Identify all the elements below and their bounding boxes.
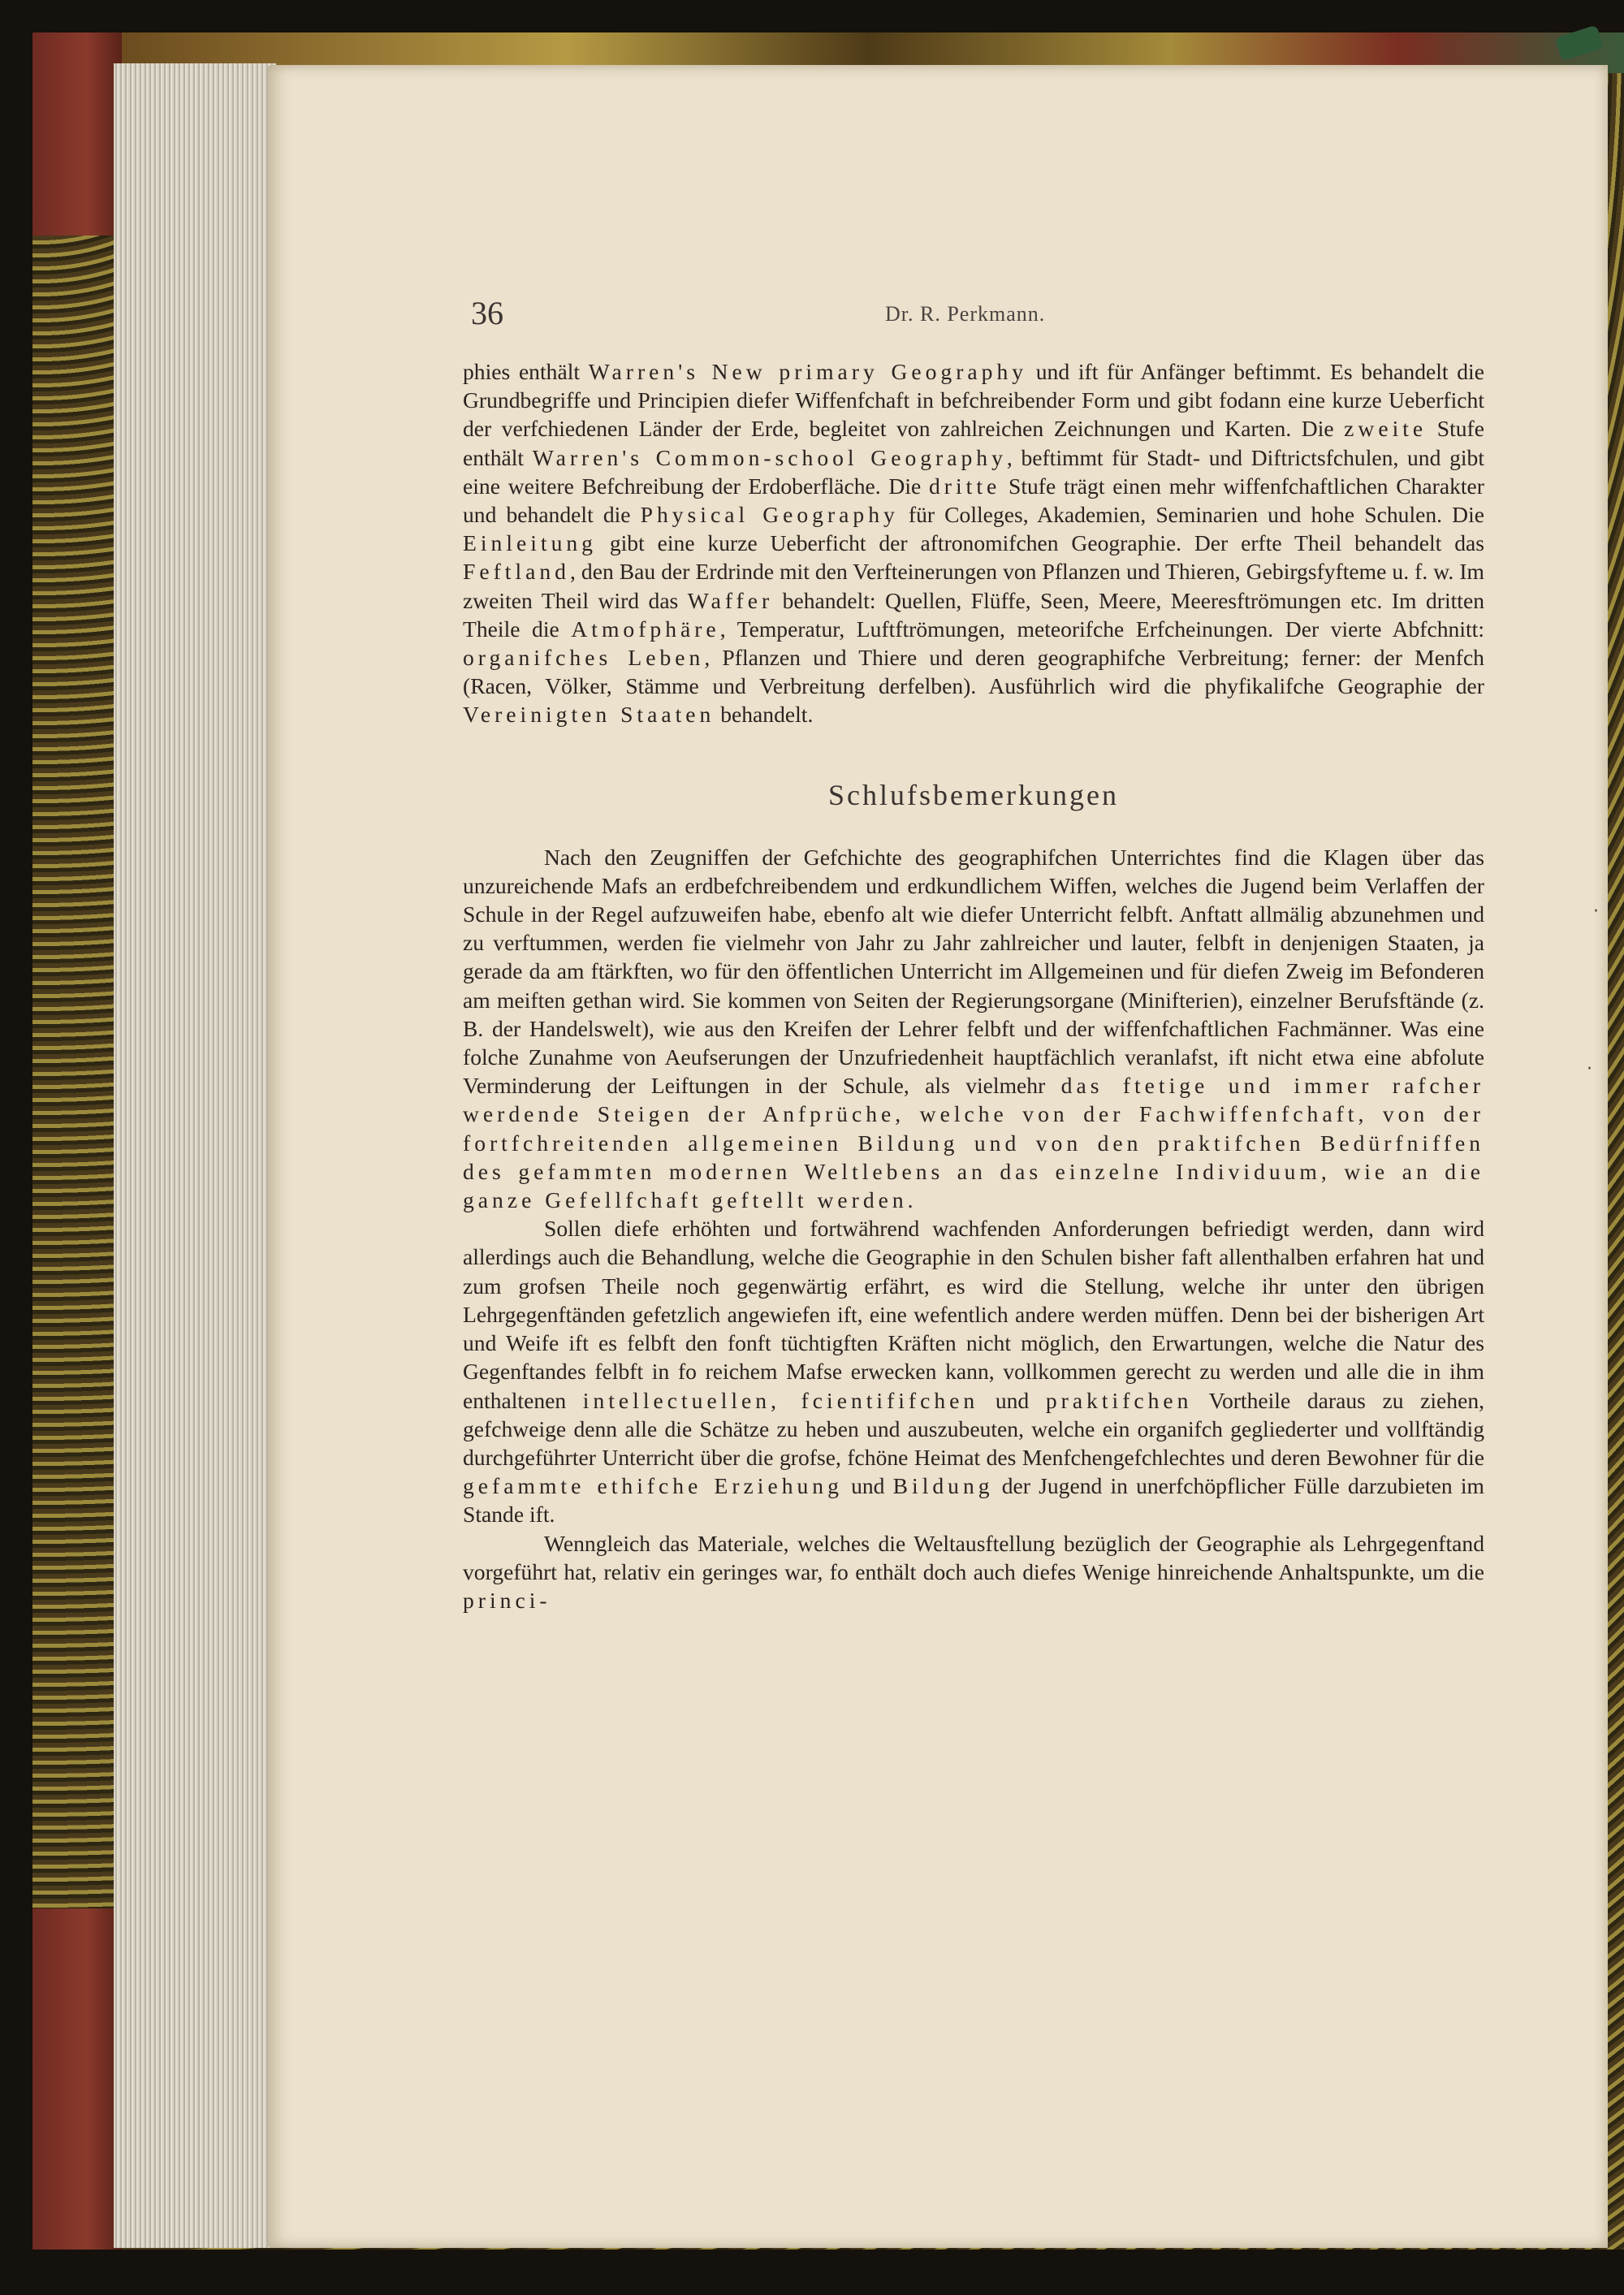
text-run: behandelt: Quellen, Flüffe, Seen, Meere, Meeresftrömungen etc. Im dritten Theile die (463, 587, 1484, 642)
text-run: Stufe trägt einen mehr wiffenfchaftlichen Charakter und behandelt die (463, 473, 1484, 528)
spaced-text: princi- (463, 1587, 551, 1613)
section-title: Schlufsbemerkungen (828, 778, 1119, 811)
text-run: Wenngleich das Materiale, welches die Weltausftellung bezüglich der Geographie als Lehrgegenftand vorgeführt hat, relativ ein geringes war, fo enthält doch auch diefes Wenige hinreichende Anhaltspunkte, um die (463, 1530, 1484, 1584)
page-number: 36 (471, 295, 503, 331)
spaced-text: intellectuellen, fcientififchen (582, 1387, 979, 1413)
page-stack-edge (114, 63, 276, 2248)
text-run: , Pflanzen und Thiere und deren geographifche Verbreitung; ferner: der Menfch (Racen, Völker, Stämme und Verbreitung derfelben). Ausführlich wird die phyfikalifche Geographie der (463, 645, 1484, 699)
text-run: gibt eine kurze Ueberficht der aftronomifchen Geographie. Der erfte Theil behandelt das (596, 530, 1484, 556)
text-run: phies enthält (463, 359, 589, 384)
running-head: Dr. R. Perkmann. (885, 302, 1046, 326)
spaced-text: Atmofphäre (571, 616, 720, 642)
text-run: , den Bau der Erdrinde mit den Verfteinerungen von Pflanzen und Thieren, Gebirgsfyfteme u. f. w. Im zweiten Theil wird das (463, 559, 1484, 613)
margin-mark: · (1587, 1059, 1592, 1079)
margin-mark: · (1593, 901, 1599, 922)
spaced-text: Physical Geography (640, 502, 899, 528)
spaced-text: praktifchen (1045, 1387, 1193, 1413)
text-run: der Jugend in unerfchöpflicher Fülle darzubieten im Stande ift. (463, 1473, 1484, 1528)
leather-corner-bottom (32, 1908, 122, 2250)
text-run: Vortheile daraus zu ziehen, gefchweige denn alle die Schätze zu heben und auszubeuten, welche ein organifch gegliederter und vollftändig durchgeführter Unterricht über die grofse, fchöne Heimat des Menfchengefchlechtes und deren Bewohner für die (463, 1387, 1485, 1470)
spaced-text: Warren's New primary Geography (588, 359, 1028, 384)
spaced-text: Bildung (892, 1473, 994, 1499)
spaced-text: Vereinigten Staaten (463, 702, 715, 728)
text-run: . (907, 1187, 914, 1213)
text-run: Nach den Zeugniffen der Gefchichte des geographifchen Unterrichtes find die Klagen über das unzureichende Mafs an erdbefchreibendem und erdkundlichem Wiffen, welches die Jugend beim Verlaffen der Schule in der Regel aufzuweifen habe, ebenfo alt wie diefer Unterricht felbft. Anftatt allmälig abzunehmen und zu verftummen, werden fie vielmehr von Jahr zu Jahr zahlreicher und lauter, felbft in denjenigen Staaten, ja gerade da am ftärkften, wo für den öffentlichen Unterricht im Allgemeinen und für diefen Zweig im Befonderen am meiften gethan wird. Sie kommen von Seiten der Regierungsorgane (Minifterien), einzelner Berufsftände (z. B. der Handelswelt), wie aus den Kreifen der Lehrer felbft und der wiffenfchaftlichen Fachmänner. Was eine folche Zunahme von Aeufserungen der Unzufriedenheit hauptfächlich veranlafst, ift nicht etwa eine abfolute Verminderung der Leiftungen in der Schule, als vielmehr (463, 844, 1484, 1099)
text-run: , beftimmt für Stadt- und Diftrictsfchulen, und gibt eine weitere Befchreibung der Erdoberfläche. Die (463, 444, 1484, 499)
text-run: und (978, 1387, 1046, 1413)
spaced-text: organifches Leben (463, 645, 705, 671)
spaced-text: gefammte ethifche Erziehung (463, 1473, 843, 1499)
page-header (471, 294, 1527, 343)
paragraph-intro (463, 843, 1484, 1215)
paragraph-continued (463, 357, 1484, 729)
text-run: Sollen diefe erhöhten und fortwährend wachfenden Anforderungen befriedigt werden, dann wird allerdings auch die Behandlung, welche die Geographie in den Schulen bisher faft allenthalben erfahren hat und zum grofsen Theile noch gegenwärtig erfährt, es wird die Stellung, welche ihr unter den übrigen Lehrgegenftänden gefetzlich angewiefen ift, eine wefentlich andere werden müffen. Denn bei der bisherigen Art und Weife ift es felbft den fonft tüchtigften Kräften nicht möglich, den Erwartungen, welche die Natur des Gegenftandes felbft in fo reichem Mafse erwecken kann, vollkommen gerecht zu werden und alle die in ihm enthaltenen (463, 1216, 1484, 1413)
spaced-text: das ftetige und immer rafcher werdende Steigen der Anfprüche, welche von der Fachwiffenfchaft, von der fortfchreitenden allgemeinen Bildung und von den praktifchen Bedürfniffen des gefammten modernen Weltlebens an das einzelne Individuum, wie an die ganze Gefellfchaft geftellt werden (463, 1073, 1484, 1213)
text-run: , Temperatur, Luftftrömungen, meteorifche Erfcheinungen. Der vierte Abfchnitt: (719, 616, 1484, 642)
book-page (268, 65, 1608, 2248)
leather-corner-top (32, 32, 122, 236)
text-run: behandelt. (715, 702, 814, 728)
spaced-text: Einleitung (463, 530, 597, 556)
spaced-text: dritte (929, 473, 1001, 499)
page-body (463, 357, 1484, 1614)
paragraph-requirements (463, 1214, 1484, 1528)
spaced-text: Feftland (463, 559, 570, 585)
text-run: und ift für Anfänger beftimmt. Es behandelt die Grundbegriffe und Principien diefer Wiffenfchaft in befchreibender Form und gibt fodann eine kurze Ueberficht der verfchiedenen Länder der Erde, begleitet von zahlreichen Zeichnungen und Karten. Die (463, 359, 1484, 442)
text-run: und (842, 1473, 893, 1499)
paragraph-exhibition (463, 1529, 1484, 1615)
spaced-text: zweite (1344, 416, 1427, 442)
text-run: für Colleges, Akademien, Seminarien und hohe Schulen. Die (898, 502, 1484, 528)
text-run: Stufe enthält (463, 416, 1484, 470)
spaced-text: Warren's Common-school Geography (532, 444, 1007, 470)
spaced-text: Waffer (687, 587, 774, 613)
